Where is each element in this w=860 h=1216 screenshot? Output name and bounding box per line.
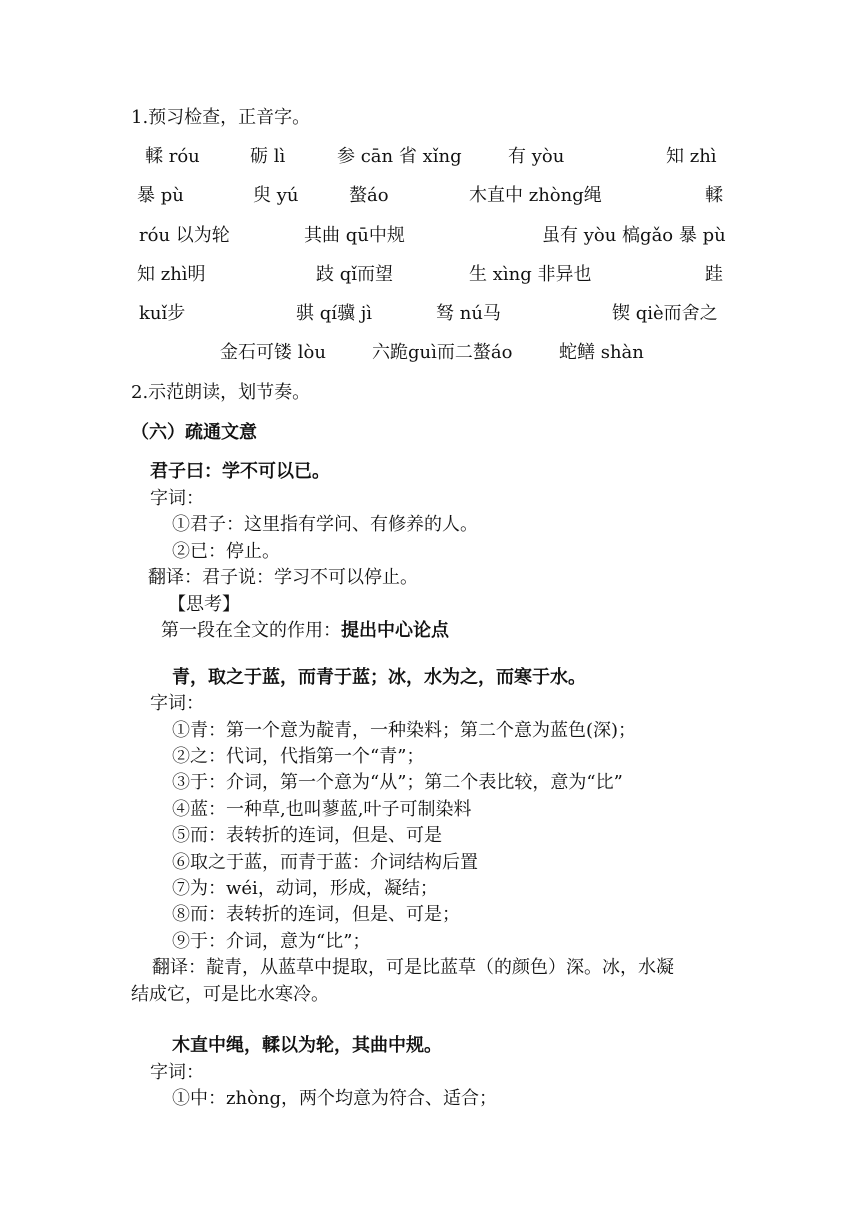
pinyin-item: 参 cān 省 xǐng xyxy=(337,146,462,167)
pinyin-item: 虽有 yòu 槁gǎo 暴 pù xyxy=(542,225,726,246)
pinyin-item: 螯áo xyxy=(349,185,389,206)
translation: 翻译：君子说：学习不可以停止。 xyxy=(148,567,418,588)
pinyin-item: 锲 qiè而舍之 xyxy=(612,303,718,324)
vocab-item: ⑦为：wéi，动词，形成，凝结； xyxy=(172,878,438,899)
pinyin-item: 暴 pù xyxy=(137,185,184,206)
question-text: 第一段在全文的作用： xyxy=(161,620,341,641)
pinyin-item: 砺 lì xyxy=(250,146,286,167)
vocab-item: ④蓝：一种草,也叫蓼蓝,叶子可制染料 xyxy=(172,799,472,820)
pinyin-item: 知 zhì明 xyxy=(137,264,206,285)
vocab-item: ①中：zhòng，两个均意为符合、适合； xyxy=(172,1088,498,1109)
pinyin-item: 跬 xyxy=(705,264,723,285)
pinyin-item: 金石可镂 lòu xyxy=(220,342,326,363)
original-text-1: 君子曰：学不可以已。 xyxy=(150,461,330,482)
vocab-item: ③于：介词，第一个意为“从”；第二个表比较，意为“比” xyxy=(172,772,623,793)
think-question xyxy=(161,619,449,643)
vocab-item: ①青：第一个意为靛青，一种染料；第二个意为蓝色(深)； xyxy=(172,720,637,741)
translation-line-2: 结成它，可是比水寒冷。 xyxy=(131,984,329,1005)
section-title-preview: 1.预习检查，正音字。 xyxy=(131,107,311,128)
pinyin-item: kuǐ步 xyxy=(139,303,186,324)
vocab-item: ⑨于：介词，意为“比”； xyxy=(172,931,371,952)
section-title-reading: 2.示范朗读，划节奏。 xyxy=(131,382,311,403)
pinyin-item: 跂 qǐ而望 xyxy=(316,264,394,285)
vocab-item: ②已：停止。 xyxy=(172,541,280,562)
vocab-item: ⑧而：表转折的连词，但是、可是； xyxy=(172,904,460,925)
vocab-label: 字词： xyxy=(150,693,204,714)
think-label: 【思考】 xyxy=(168,594,240,615)
pinyin-item: 知 zhì xyxy=(666,146,717,167)
section-heading: （六）疏通文意 xyxy=(131,422,257,443)
pinyin-item: 輮 róu xyxy=(145,146,200,167)
pinyin-item: 生 xìng 非异也 xyxy=(469,264,592,285)
pinyin-item: 其曲 qū中规 xyxy=(304,225,405,246)
pinyin-item: 驽 nú马 xyxy=(436,303,501,324)
vocab-item: ⑤而：表转折的连词，但是、可是 xyxy=(172,825,442,846)
vocab-item: ②之：代词，代指第一个“青”； xyxy=(172,746,425,767)
pinyin-item: 木直中 zhòng绳 xyxy=(469,185,602,206)
pinyin-item: 有 yòu xyxy=(508,146,565,167)
pinyin-item: 蛇鳝 shàn xyxy=(559,342,644,363)
original-text-3: 木直中绳，輮以为轮，其曲中规。 xyxy=(172,1035,442,1056)
pinyin-item: róu 以为轮 xyxy=(139,225,230,246)
answer-text: 提出中心论点 xyxy=(341,620,449,641)
vocab-item: ⑥取之于蓝，而青于蓝：介词结构后置 xyxy=(172,852,478,873)
original-text-2: 青，取之于蓝，而青于蓝；冰，水为之，而寒于水。 xyxy=(172,667,586,688)
pinyin-item: 臾 yú xyxy=(253,185,299,206)
vocab-label: 字词： xyxy=(150,1062,204,1083)
pinyin-item: 六跪guì而二螯áo xyxy=(372,342,513,363)
pinyin-item: 輮 xyxy=(705,185,723,206)
translation-line-1: 翻译：靛青，从蓝草中提取，可是比蓝草（的颜色）深。冰，水凝 xyxy=(152,957,674,978)
pinyin-item: 骐 qí骥 jì xyxy=(296,303,373,324)
vocab-label: 字词： xyxy=(150,488,204,509)
vocab-item: ①君子：这里指有学问、有修养的人。 xyxy=(172,514,478,535)
